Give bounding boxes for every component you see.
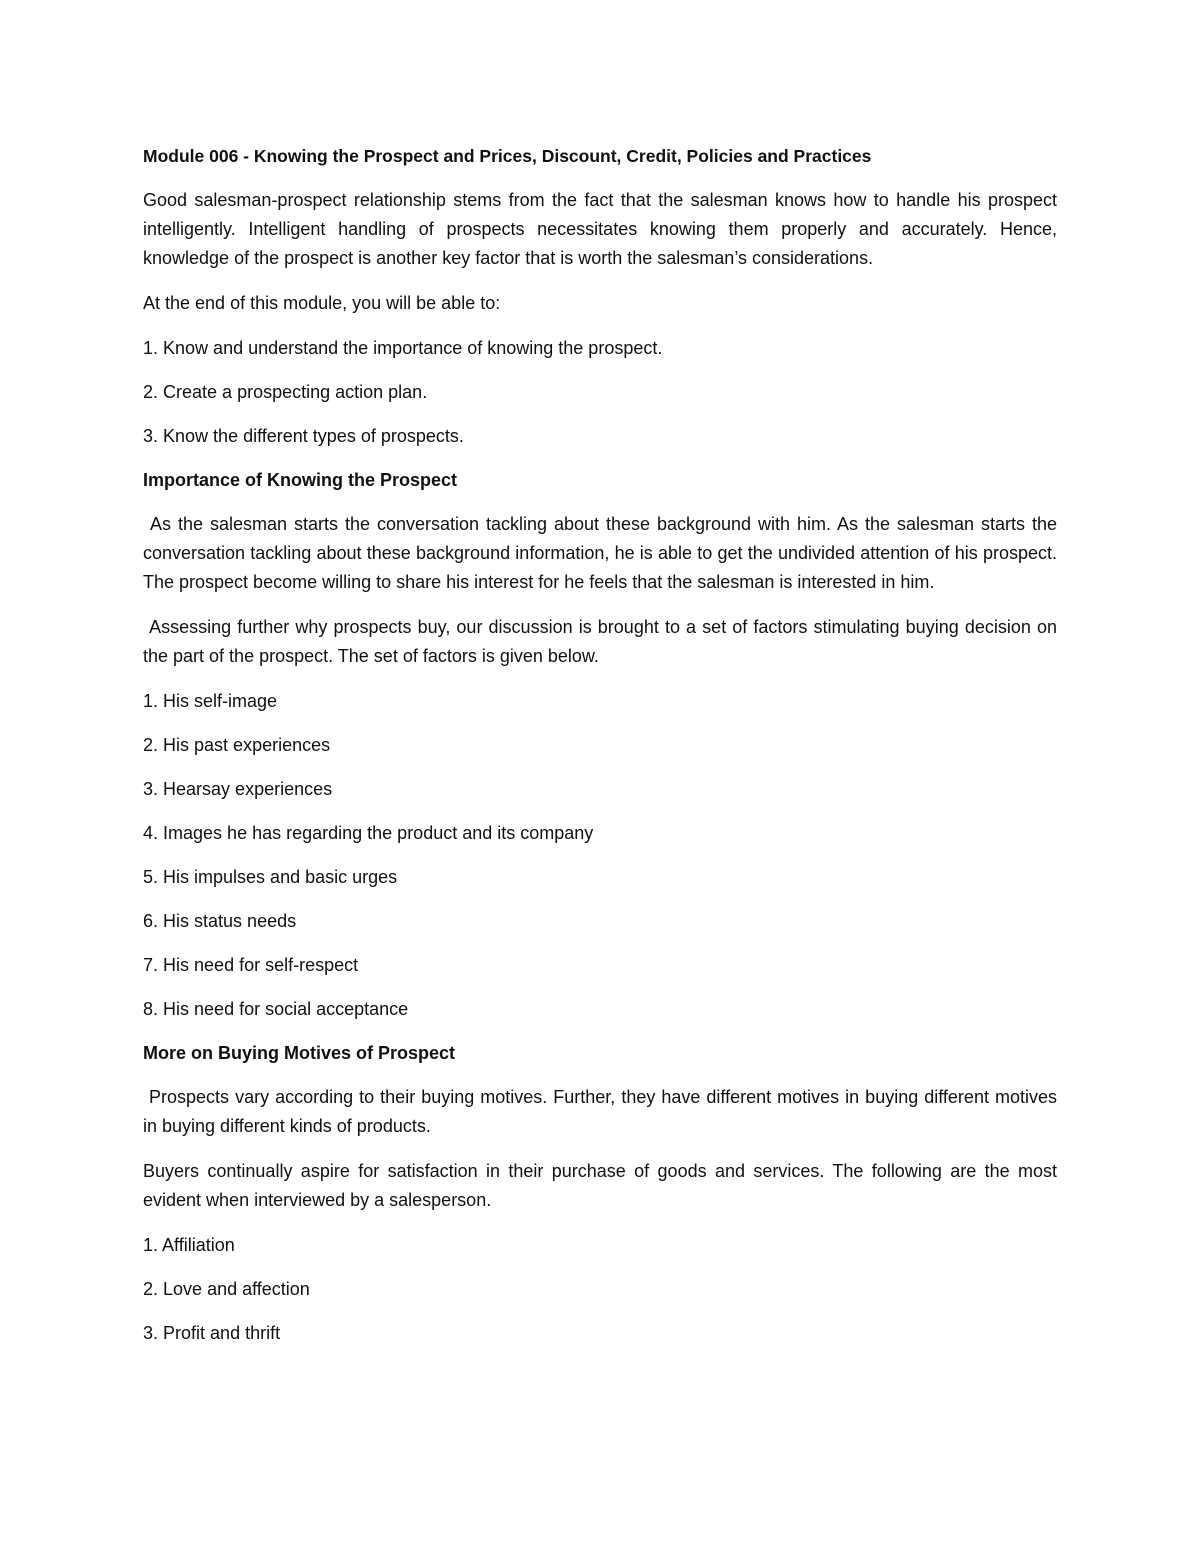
list-text: Know the different types of prospects. — [163, 426, 464, 446]
motive-item — [143, 1275, 1057, 1303]
list-text: His impulses and basic urges — [163, 867, 398, 887]
factor-item — [143, 731, 1057, 759]
section-heading-importance: Importance of Knowing the Prospect — [143, 470, 458, 490]
factor-item — [143, 995, 1057, 1023]
list-number: 6. — [143, 911, 159, 931]
section1-paragraph-2: Assessing further why prospects buy, our discussion is brought to a set of factors stimulating buying decision on the part of the prospect. The set of factors is given below. — [143, 617, 1063, 666]
list-text: His self-image — [163, 691, 278, 711]
document-body — [143, 142, 1063, 1363]
list-number: 7. — [143, 955, 159, 975]
factor-item — [143, 819, 1057, 847]
list-text: Profit and thrift — [163, 1323, 281, 1343]
list-number: 2. — [143, 1279, 159, 1299]
objectives-lead: At the end of this module, you will be able to: — [143, 293, 501, 313]
list-text: His need for self-respect — [163, 955, 359, 975]
list-number: 3. — [143, 779, 159, 799]
objective-item — [143, 422, 1057, 450]
list-text: Love and affection — [163, 1279, 310, 1299]
section-heading-buying-motives: More on Buying Motives of Prospect — [143, 1043, 456, 1063]
factor-item — [143, 687, 1057, 715]
factor-item — [143, 775, 1057, 803]
section1-paragraph-1: As the salesman starts the conversation tackling about these background with him. As the salesman starts the conversation tackling about these background information, he is able to get the undivided attention of his prospect. The prospect become willing to share his interest for he feels that the salesman is interested in him. — [143, 514, 1063, 592]
factor-item — [143, 863, 1057, 891]
list-text: Hearsay experiences — [163, 779, 333, 799]
section2-paragraph-1: Prospects vary according to their buying motives. Further, they have different motives in buying different motives in buying different kinds of products. — [143, 1087, 1062, 1136]
motive-item — [143, 1231, 1057, 1259]
list-number: 1. — [143, 691, 159, 711]
factor-item — [143, 907, 1057, 935]
intro-paragraph: Good salesman-prospect relationship stems from the fact that the salesman knows how to handle his prospect intelligently. Intelligent handling of prospects necessitates knowing them properly and accurately. Hence, knowledge of the prospect is another key factor that is worth the salesman’s considerations. — [143, 190, 1057, 268]
list-text: His status needs — [163, 911, 297, 931]
list-number: 3. — [143, 426, 159, 446]
list-number: 2. — [143, 382, 159, 402]
page-title: Module 006 - Knowing the Prospect and Prices, Discount, Credit, Policies and Practices — [143, 146, 872, 166]
list-text: Images he has regarding the product and its company — [163, 823, 594, 843]
list-text: Create a prospecting action plan. — [163, 382, 428, 402]
objective-item — [143, 334, 1057, 362]
objective-item — [143, 378, 1057, 406]
section2-paragraph-2: Buyers continually aspire for satisfaction in their purchase of goods and services. The following are the most evident when interviewed by a salesperson. — [143, 1161, 1057, 1210]
list-number: 5. — [143, 867, 159, 887]
list-text: His past experiences — [163, 735, 331, 755]
list-number: 4. — [143, 823, 159, 843]
list-number: 1. — [143, 1235, 159, 1255]
list-text: Affiliation — [162, 1235, 235, 1255]
list-number: 2. — [143, 735, 159, 755]
motive-item — [143, 1319, 1057, 1347]
list-text: His need for social acceptance — [163, 999, 409, 1019]
list-number: 8. — [143, 999, 159, 1019]
list-number: 1. — [143, 338, 159, 358]
factor-item — [143, 951, 1057, 979]
list-text: Know and understand the importance of knowing the prospect. — [163, 338, 663, 358]
list-number: 3. — [143, 1323, 159, 1343]
